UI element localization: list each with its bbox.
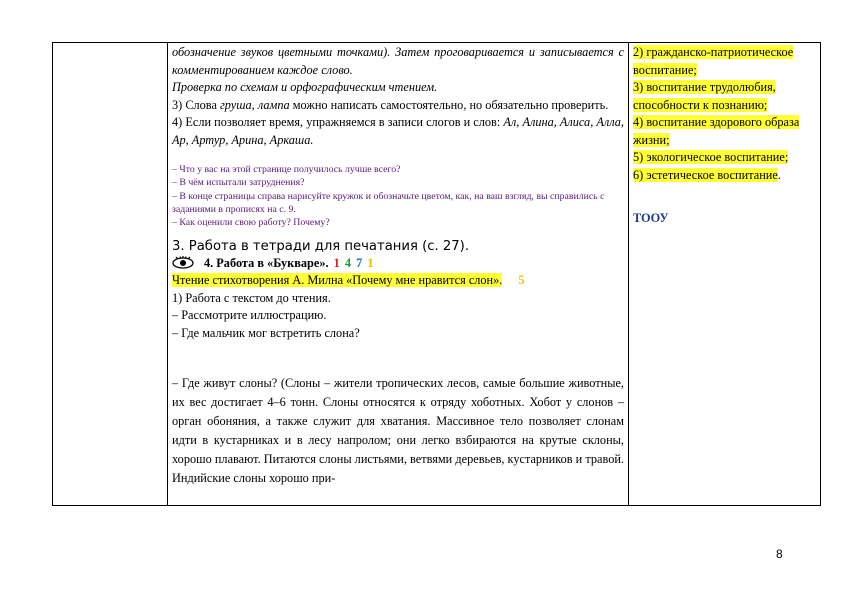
text-span: 3) Слова [172, 97, 220, 112]
goal-text: 6) эстетическое воспитание [633, 167, 778, 182]
section-4-heading [172, 255, 624, 272]
reading-title-line [172, 272, 624, 290]
eye-icon [172, 256, 194, 269]
word-lampa: лампа [257, 97, 290, 112]
content-paragraph-1: обозначение звуков цветными точками). Затем проговаривается и записывается с комментированием каждое слово. [172, 45, 624, 77]
goal-text: 2) гражданско-патриотическое воспитание; [633, 45, 794, 77]
elephants-paragraph: – Где живут слоны? (Слоны – жители тропических лесов, самые большие животные, их вес достигает 4–6 тонн. Слоны относятся к отряду хоботных. Хобот у слонов – орган обоняния, а также служит для хватания. Массивное тело позволяет слонам идти в кустарниках и в лесу напролом; они легко взбираются на крутые склоны, хорошо плавают. Питаются слоны листьями, ветвями деревьев, кустарников и травой. Индийские слоны хорошо при- [172, 376, 624, 486]
reading-title: Чтение стихотворения А. Милна «Почему мне нравится слон». [172, 273, 503, 288]
text-span: , [251, 97, 258, 112]
reading-page-marker: 5 [518, 273, 525, 288]
spacer [172, 342, 624, 374]
section-3-page: (с. 27). [417, 239, 470, 255]
goal-text: 5) экологическое воспитание; [633, 150, 789, 164]
goal-item [633, 79, 819, 114]
page-number: 8 [776, 547, 783, 561]
page-number-marker: 1 [333, 256, 340, 271]
question-item: – Как оценили свою работу? Почему? [172, 217, 330, 229]
reflection-questions [172, 163, 624, 229]
content-paragraph-2: Проверка по схемам и орфографическим чтением. [172, 80, 438, 94]
goal-suffix: . [777, 167, 781, 182]
lesson-content-column [172, 44, 624, 488]
word-list: Ал, Алина, Алиса, Алла, Ар, Артур, Арина, Аркаша. [172, 115, 624, 147]
section-3-title: 3. Работа в тетради для печатания [172, 239, 418, 255]
work-step-1: 1) Работа с текстом до чтения. [172, 290, 331, 305]
text-span: можно написать самостоятельно, но обязательно проверить. [289, 97, 609, 112]
page-number-marker: 7 [356, 256, 363, 271]
goal-item [633, 44, 819, 79]
page-number-marker: 1 [367, 256, 374, 271]
section-4-title: 4. Работа в «Букваре». [204, 256, 329, 271]
question-item: – В конце страницы справа нарисуйте кружок и обозначьте цветом, как, на ваш взгляд, вы справились с заданиями в прописях на с. 9. [172, 190, 605, 215]
page-number-marker: 4 [344, 256, 352, 271]
work-step-3: – Где мальчик мог встретить слона? [172, 325, 360, 340]
goals-column [633, 44, 819, 228]
goal-text: 3) воспитание трудолюбия, способности к познанию; [633, 80, 776, 112]
text-span: 4) Если позволяет время, упражняемся в записи слогов и слов: [172, 115, 504, 129]
column-divider-left [167, 42, 168, 506]
tooy-label: ТООУ [633, 211, 669, 225]
word-grusha: груша [219, 97, 252, 112]
goal-item [633, 114, 819, 149]
question-item: – В чём испытали затруднения? [172, 177, 305, 189]
question-item: – Что у вас на этой странице получилось лучше всего? [172, 164, 401, 175]
content-paragraph-4 [172, 114, 624, 149]
goal-item [633, 167, 819, 185]
work-step-2: – Рассмотрите иллюстрацию. [172, 308, 327, 323]
goal-text: 4) воспитание здорового образа жизни; [633, 115, 800, 147]
goal-item [633, 149, 819, 167]
content-paragraph-3 [172, 97, 624, 115]
column-divider-right [628, 42, 629, 506]
section-3-heading [172, 238, 624, 255]
